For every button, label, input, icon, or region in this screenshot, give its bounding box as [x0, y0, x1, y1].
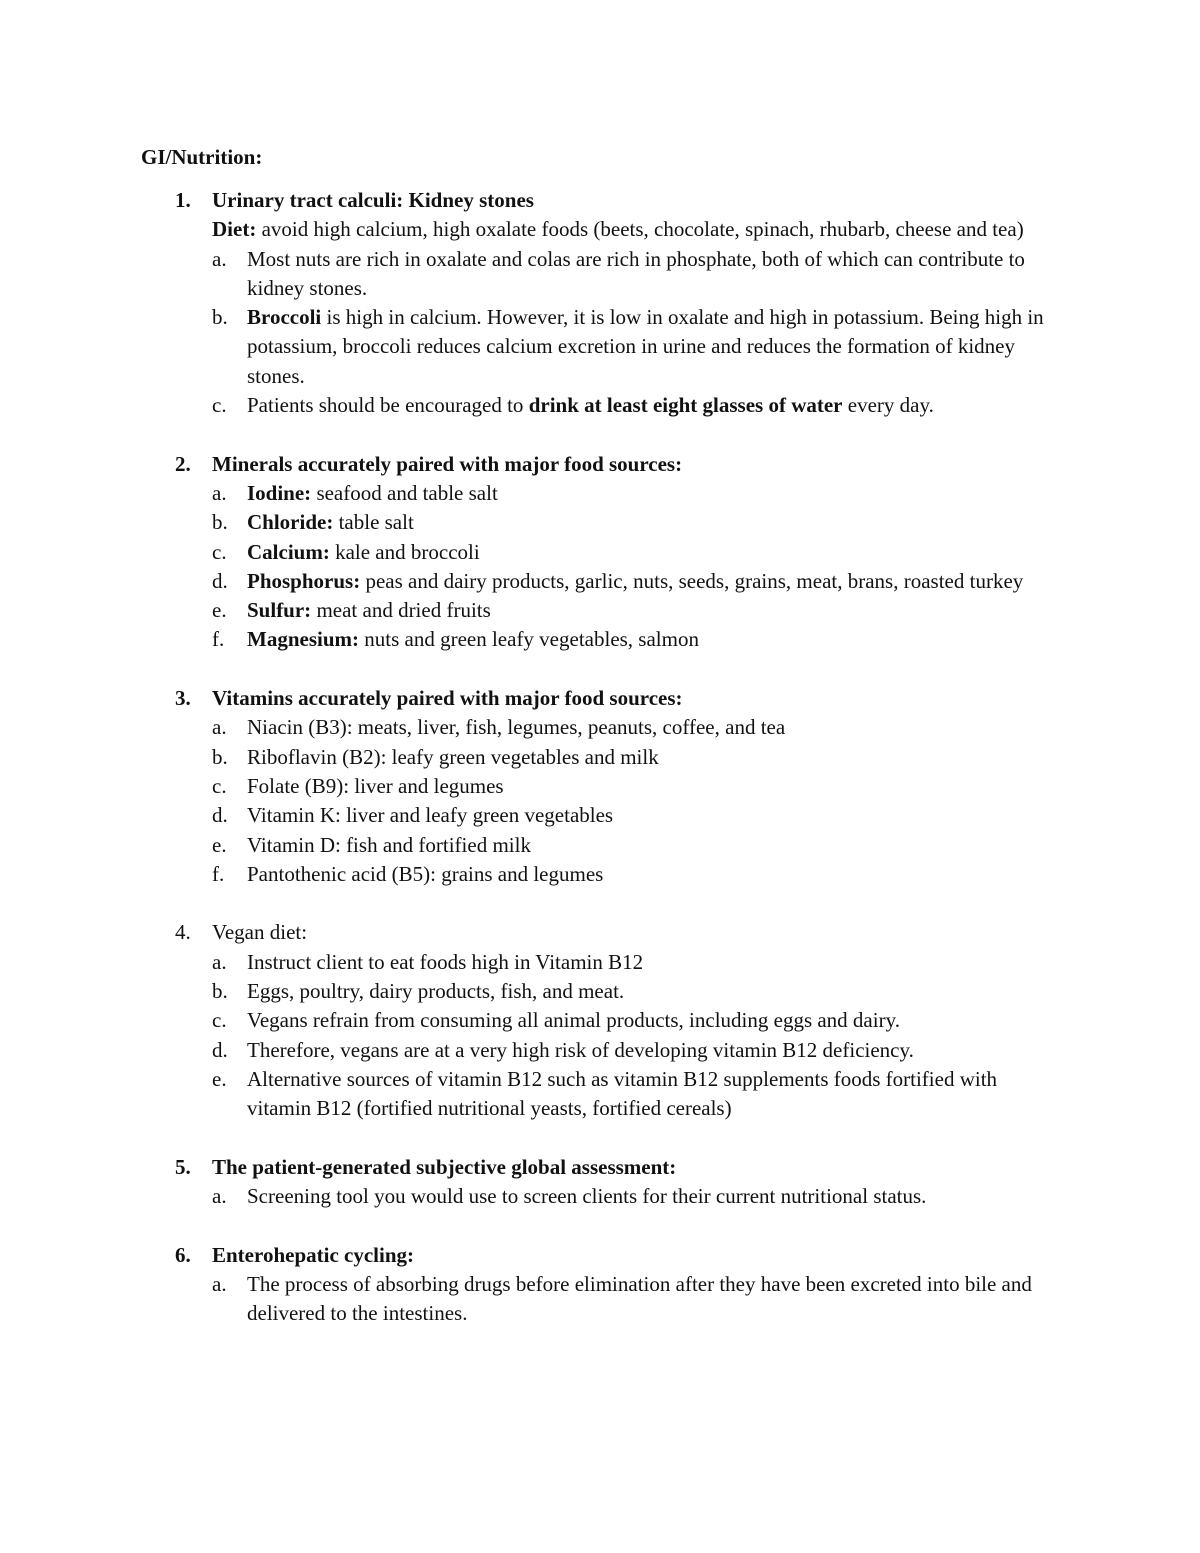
- item-letter: a.: [212, 1184, 227, 1209]
- sub-list: [212, 245, 1060, 421]
- item-text: is high in calcium. However, it is low in oxalate and high in potassium. Being high in potassium, broccoli reduces calcium excretion in urine and reduces the formation of kidney stones.: [247, 305, 1044, 388]
- list-item: [212, 860, 1060, 889]
- item-letter: a.: [212, 1271, 227, 1296]
- item-text: Vegans refrain from consuming all animal products, including eggs and dairy.: [247, 1008, 900, 1033]
- item-text: Eggs, poultry, dairy products, fish, and meat.: [247, 979, 625, 1004]
- item-letter: e.: [212, 1066, 227, 1091]
- item-bold-term: Calcium:: [247, 539, 330, 564]
- item-letter: a.: [212, 246, 227, 271]
- list-item: [212, 743, 1060, 772]
- list-item: [212, 625, 1060, 654]
- item-text: Pantothenic acid (B5): grains and legumes: [247, 861, 604, 886]
- item-text: Riboflavin (B2): leafy green vegetables and milk: [247, 744, 659, 769]
- list-item: [212, 391, 1060, 420]
- diet-line: [212, 215, 1060, 244]
- list-item: [212, 1270, 1060, 1329]
- item-text: Folate (B9): liver and legumes: [247, 773, 504, 798]
- section-heading: Vegan diet:: [212, 920, 308, 945]
- section-heading: Urinary tract calculi: Kidney stones: [212, 188, 534, 212]
- section-vegan-diet: [0, 918, 1200, 1123]
- section-number: 3.: [175, 686, 191, 711]
- sub-list: [212, 1182, 1060, 1211]
- item-letter: b.: [212, 510, 228, 535]
- item-bold-term: Chloride:: [247, 510, 334, 535]
- item-bold-term: Sulfur:: [247, 598, 312, 623]
- item-text-post: every day.: [842, 393, 934, 418]
- section-enterohepatic-cycling: [0, 1241, 1200, 1329]
- section-minerals: [0, 450, 1200, 655]
- item-letter: c.: [212, 1008, 227, 1033]
- item-letter: a.: [212, 480, 227, 505]
- list-item: [212, 977, 1060, 1006]
- item-letter: c.: [212, 539, 227, 564]
- item-text: kale and broccoli: [329, 539, 480, 564]
- item-text: table salt: [333, 510, 414, 535]
- item-text: Instruct client to eat foods high in Vitamin B12: [247, 949, 644, 974]
- item-text: Alternative sources of vitamin B12 such as vitamin B12 supplements foods fortified with vitamin B12 (fortified nutritional yeasts, fortified cereals): [247, 1066, 998, 1121]
- list-item: [212, 245, 1060, 304]
- item-text: Most nuts are rich in oxalate and colas are rich in phosphate, both of which can contribute to kidney stones.: [247, 246, 1025, 300]
- list-item: [212, 713, 1060, 742]
- item-letter: b.: [212, 979, 228, 1004]
- item-letter: c.: [212, 393, 227, 418]
- sub-list: [212, 948, 1060, 1124]
- section-pg-sga: [0, 1153, 1200, 1212]
- item-bold-term: Broccoli: [247, 305, 322, 330]
- item-text: seafood and table salt: [311, 480, 498, 505]
- item-letter: b.: [212, 305, 228, 330]
- list-item: [212, 1182, 1060, 1211]
- section-vitamins: [0, 684, 1200, 889]
- list-item: [212, 479, 1060, 508]
- section-number: 1.: [175, 188, 191, 212]
- section-heading: The patient-generated subjective global assessment:: [212, 1154, 677, 1179]
- item-text: meat and dried fruits: [311, 598, 491, 623]
- item-text: peas and dairy products, garlic, nuts, seeds, grains, meat, brans, roasted turkey: [360, 568, 1024, 593]
- list-item: [212, 303, 1060, 391]
- list-item: [212, 1065, 1060, 1124]
- section-kidney-stones: [0, 186, 1200, 420]
- list-item: [212, 948, 1060, 977]
- list-item: [212, 508, 1060, 537]
- list-item: [212, 772, 1060, 801]
- item-text: Screening tool you would use to screen clients for their current nutritional status.: [247, 1184, 927, 1209]
- item-letter: d.: [212, 1037, 228, 1062]
- diet-label: Diet:: [212, 217, 257, 242]
- diet-text: avoid high calcium, high oxalate foods (beets, chocolate, spinach, rhubarb, cheese and tea): [256, 217, 1024, 242]
- item-letter: b.: [212, 744, 228, 769]
- item-letter: a.: [212, 715, 227, 740]
- section-heading: Enterohepatic cycling:: [212, 1242, 415, 1267]
- section-list: [0, 186, 1200, 1358]
- item-letter: e.: [212, 598, 227, 623]
- list-item: [212, 538, 1060, 567]
- list-item: [212, 596, 1060, 625]
- sub-list: [212, 713, 1060, 889]
- item-text: Vitamin D: fish and fortified milk: [247, 832, 531, 857]
- item-text: nuts and green leafy vegetables, salmon: [359, 627, 699, 652]
- item-text: The process of absorbing drugs before elimination after they have been excreted into bile and delivered to the intestines.: [247, 1271, 1032, 1326]
- item-letter: f.: [212, 627, 225, 652]
- item-bold-phrase: drink at least eight glasses of water: [528, 393, 843, 418]
- list-item: [212, 831, 1060, 860]
- section-number: 5.: [175, 1154, 191, 1179]
- item-bold-term: Iodine:: [247, 480, 312, 505]
- section-number: 6.: [175, 1242, 191, 1267]
- list-item: [212, 1006, 1060, 1035]
- item-text: Therefore, vegans are at a very high risk of developing vitamin B12 deficiency.: [247, 1037, 914, 1062]
- item-text: Vitamin K: liver and leafy green vegetables: [247, 803, 614, 828]
- item-letter: f.: [212, 861, 225, 886]
- item-letter: d.: [212, 803, 228, 828]
- item-text: Niacin (B3): meats, liver, fish, legumes, peanuts, coffee, and tea: [247, 715, 786, 740]
- list-item: [212, 1036, 1060, 1065]
- sub-list: [212, 1270, 1060, 1329]
- item-letter: d.: [212, 568, 228, 593]
- document-title: GI/Nutrition:: [141, 145, 263, 169]
- section-number: 4.: [175, 920, 191, 945]
- item-letter: c.: [212, 773, 227, 798]
- section-heading: Minerals accurately paired with major food sources:: [212, 451, 683, 476]
- item-letter: a.: [212, 949, 227, 974]
- section-number: 2.: [175, 451, 191, 476]
- sub-list: [212, 479, 1060, 655]
- item-text-pre: Patients should be encouraged to: [247, 393, 529, 418]
- list-item: [212, 801, 1060, 830]
- item-bold-term: Magnesium:: [247, 627, 359, 652]
- item-letter: e.: [212, 832, 227, 857]
- list-item: [212, 567, 1060, 596]
- section-heading: Vitamins accurately paired with major food sources:: [212, 686, 683, 711]
- item-bold-term: Phosphorus:: [247, 568, 361, 593]
